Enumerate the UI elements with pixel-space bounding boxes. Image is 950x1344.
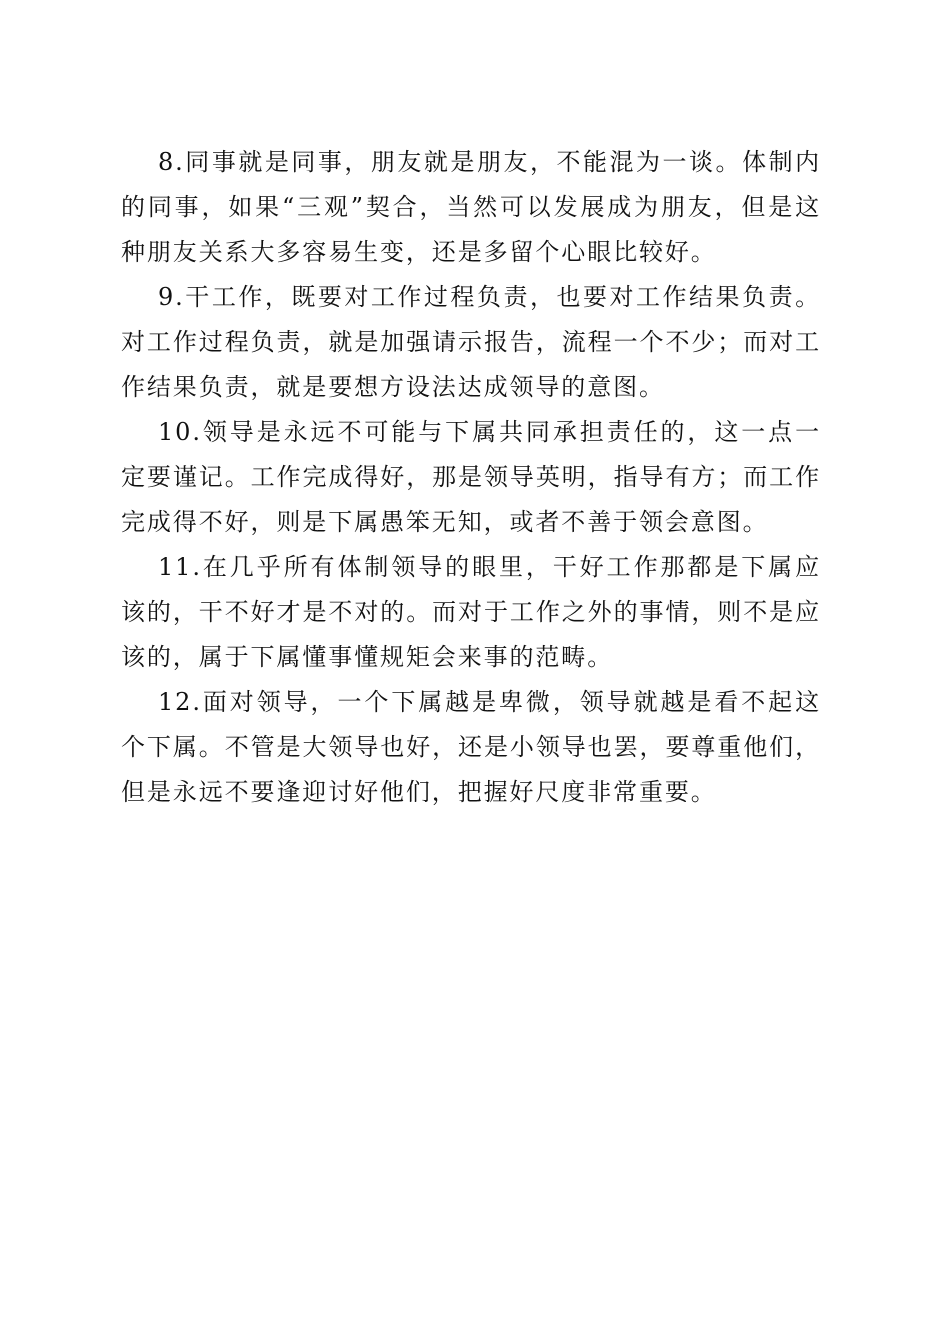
paragraph-8: 8.同事就是同事，朋友就是朋友，不能混为一谈。体制内的同事，如果“三观”契合，当然可以发展成为朋友，但是这种朋友关系大多容易生变，还是多留个心眼比较好。 — [121, 148, 821, 266]
paragraph-11: 11.在几乎所有体制领导的眼里，干好工作那都是下属应该的，干不好才是不对的。而对于工作之外的事情，则不是应该的，属于下属懂事懂规矩会来事的范畴。 — [121, 553, 821, 671]
paragraph-12: 12.面对领导，一个下属越是卑微，领导就越是看不起这个下属。不管是大领导也好，还是小领导也罢，要尊重他们，但是永远不要逢迎讨好他们，把握好尺度非常重要。 — [121, 688, 821, 806]
document-body — [121, 140, 821, 815]
paragraph-10: 10.领导是永远不可能与下属共同承担责任的，这一点一定要谨记。工作完成得好，那是领导英明，指导有方；而工作完成得不好，则是下属愚笨无知，或者不善于领会意图。 — [121, 418, 821, 536]
paragraph-9: 9.干工作，既要对工作过程负责，也要对工作结果负责。对工作过程负责，就是加强请示报告，流程一个不少；而对工作结果负责，就是要想方设法达成领导的意图。 — [121, 283, 821, 401]
